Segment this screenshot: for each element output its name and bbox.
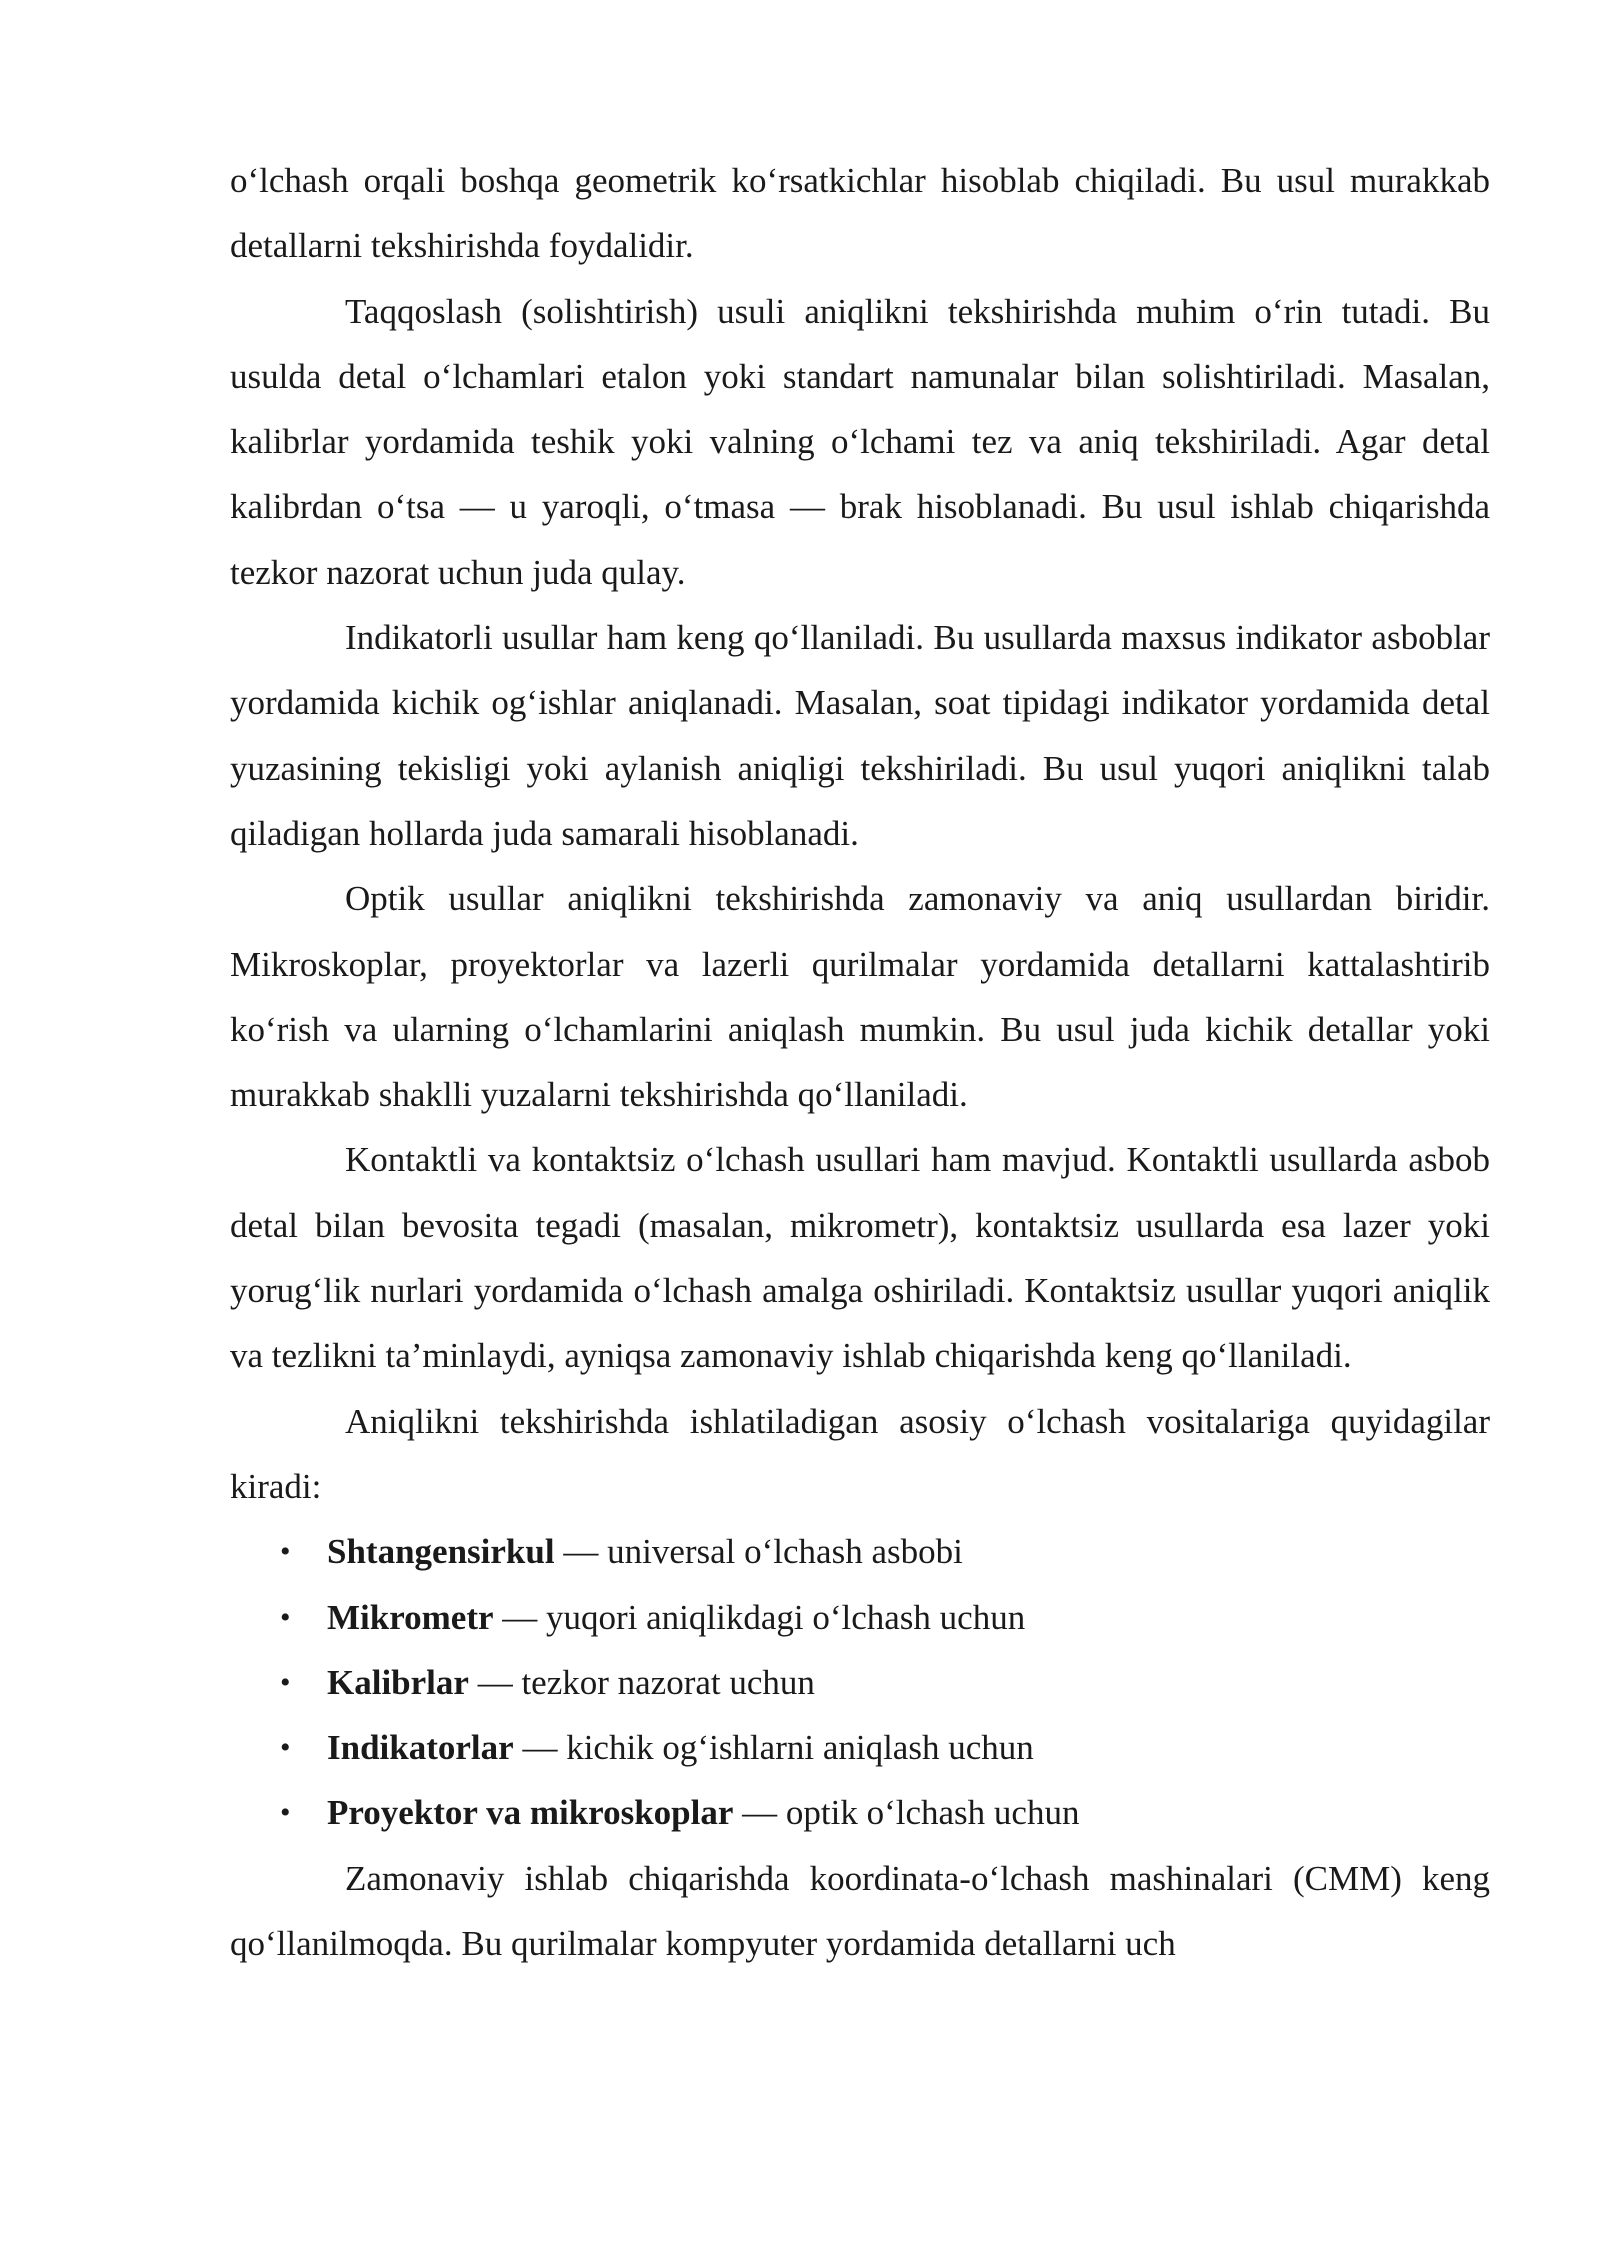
list-item-term: Proyektor va mikroskoplar	[327, 1793, 734, 1833]
list-item-description: — tezkor nazorat uchun	[468, 1662, 815, 1702]
paragraph-tools-intro: Aniqlikni tekshirishda ishlatiladigan asosiy o‘lchash vositalariga quyidagilar kiradi:	[230, 1401, 1490, 1506]
bullet-icon: •	[280, 1600, 291, 1634]
list-item	[230, 1585, 1490, 1650]
paragraph-indicator-methods: Indikatorli usullar ham keng qo‘llaniladi. Bu usullarda maxsus indikator asboblar yordamida kichik og‘ishlar aniqlanadi. Masalan, soat tipidagi indikator yordamida detal yuzasining tekisligi yoki aylanish aniqligi tekshiriladi. Bu usul yuqori aniqlikni talab qiladigan hollarda juda samarali hisoblanadi.	[230, 618, 1490, 853]
paragraph-cmm: Zamonaviy ishlab chiqarishda koordinata-o‘lchash mashinalari (CMM) keng qo‘llanilmoqda. Bu qurilmalar kompyuter yordamida detallarni uch	[230, 1858, 1490, 1964]
list-item-description: — universal o‘lchash asbobi	[554, 1532, 963, 1572]
tools-list	[230, 1519, 1490, 1845]
paragraph-comparison-method: Taqqoslash (solishtirish) usuli aniqlikni tekshirishda muhim o‘rin tutadi. Bu usulda detal o‘lchamlari etalon yoki standart namunalar bilan solishtiriladi. Masalan, kalibrlar yordamida teshik yoki valning o‘lchami tez va aniq tekshiriladi. Agar detal kalibrdan o‘tsa — u yaroqli, o‘tmasa — brak hisoblanadi. Bu usul ishlab chiqarishda tezkor nazorat uchun juda qulay.	[230, 291, 1490, 592]
list-item-description: — kichik og‘ishlarni aniqlash uchun	[513, 1728, 1034, 1768]
bullet-icon: •	[280, 1665, 291, 1699]
paragraph-optical-methods: Optik usullar aniqlikni tekshirishda zamonaviy va aniq usullardan biridir. Mikroskoplar, proyektorlar va lazerli qurilmalar yordamida detallarni kattalashtirib ko‘rish va ularning o‘lchamlarini aniqlash mumkin. Bu usul juda kichik detallar yoki murakkab shaklli yuzalarni tekshirishda qo‘llaniladi.	[230, 879, 1490, 1115]
list-item-description: — yuqori aniqlikdagi o‘lchash uchun	[493, 1597, 1026, 1637]
list-item	[230, 1650, 1490, 1715]
list-item-term: Kalibrlar	[327, 1662, 469, 1702]
bullet-icon: •	[280, 1535, 291, 1569]
list-item-term: Indikatorlar	[327, 1728, 514, 1768]
list-item-term: Shtangensirkul	[327, 1532, 555, 1572]
document-body	[230, 148, 1490, 1976]
bullet-icon: •	[280, 1731, 291, 1765]
list-item	[230, 1780, 1490, 1845]
bullet-icon: •	[280, 1796, 291, 1830]
paragraph-intro: o‘lchash orqali boshqa geometrik ko‘rsatkichlar hisoblab chiqiladi. Bu usul murakkab detallarni tekshirishda foydalidir.	[230, 161, 1490, 266]
list-item-term: Mikrometr	[327, 1597, 494, 1637]
list-item	[230, 1715, 1490, 1780]
list-item	[230, 1519, 1490, 1584]
list-item-description: — optik o‘lchash uchun	[733, 1793, 1080, 1833]
paragraph-contact-methods: Kontaktli va kontaktsiz o‘lchash usullari ham mavjud. Kontaktli usullarda asbob detal bilan bevosita tegadi (masalan, mikrometr), kontaktsiz usullarda esa lazer yoki yorug‘lik nurlari yordamida o‘lchash amalga oshiriladi. Kontaktsiz usullar yuqori aniqlik va tezlikni ta’minlaydi, ayniqsa zamonaviy ishlab chiqarishda keng qo‘llaniladi.	[230, 1140, 1490, 1376]
